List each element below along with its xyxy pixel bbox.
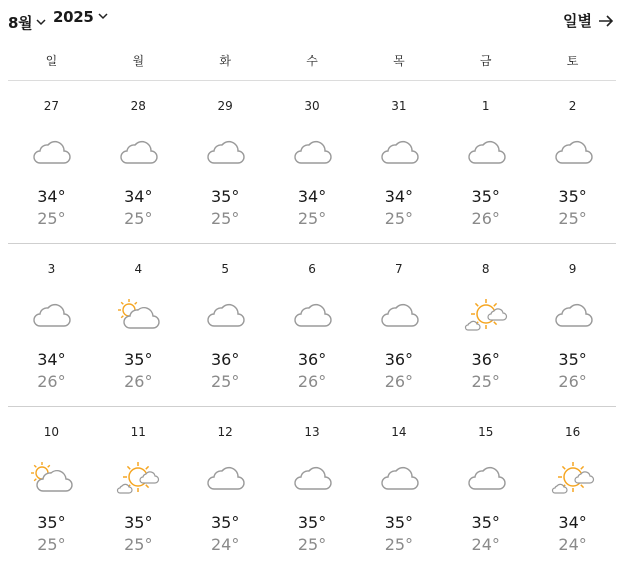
week-row — [8, 407, 616, 569]
cloud-icon — [287, 294, 337, 334]
chevron-down-icon — [36, 17, 46, 27]
day-cell[interactable] — [355, 244, 442, 406]
high-temperature: 35° — [297, 513, 327, 532]
high-temperature: 34° — [37, 187, 66, 206]
low-temperature: 26° — [471, 209, 500, 228]
weekday-mon: 월 — [132, 54, 145, 68]
weekday-thu: 목 — [393, 54, 405, 68]
weekday-sat: 토 — [566, 54, 579, 68]
day-date: 10 — [43, 425, 60, 439]
high-temperature: 34° — [384, 187, 414, 206]
low-temperature: 26° — [558, 372, 587, 391]
low-temperature: 25° — [297, 209, 327, 228]
low-temperature: 24° — [471, 535, 500, 554]
calendar-header — [0, 0, 626, 40]
day-date: 12 — [217, 425, 233, 439]
high-temperature: 35° — [471, 513, 500, 532]
day-date: 13 — [304, 425, 320, 439]
day-cell[interactable] — [8, 81, 95, 243]
cloud-icon — [26, 131, 76, 171]
day-cell[interactable] — [442, 407, 529, 569]
weekday-sun: 일 — [45, 54, 58, 68]
low-temperature: 25° — [210, 372, 240, 391]
low-temperature: 26° — [297, 372, 327, 391]
low-temperature: 25° — [124, 535, 153, 554]
high-temperature: 35° — [384, 513, 414, 532]
low-temperature: 25° — [124, 209, 153, 228]
day-cell[interactable] — [529, 407, 616, 569]
high-temperature: 36° — [384, 350, 414, 369]
sun-behind-cloud-icon — [26, 457, 76, 497]
cloud-icon — [461, 131, 511, 171]
high-temperature: 36° — [471, 350, 500, 369]
low-temperature: 24° — [558, 535, 587, 554]
high-temperature: 35° — [124, 350, 153, 369]
cloud-icon — [200, 294, 250, 334]
day-date: 2 — [568, 99, 577, 113]
high-temperature: 35° — [124, 513, 153, 532]
high-temperature: 35° — [558, 350, 587, 369]
day-cell[interactable] — [182, 407, 269, 569]
low-temperature: 26° — [384, 372, 414, 391]
low-temperature: 24° — [210, 535, 240, 554]
high-temperature: 36° — [210, 350, 240, 369]
high-temperature: 36° — [297, 350, 327, 369]
day-date: 29 — [217, 99, 233, 113]
cloud-icon — [374, 294, 424, 334]
low-temperature: 25° — [297, 535, 327, 554]
low-temperature: 25° — [384, 535, 414, 554]
day-date: 14 — [391, 425, 407, 439]
low-temperature: 25° — [210, 209, 240, 228]
day-cell[interactable] — [95, 407, 182, 569]
high-temperature: 35° — [558, 187, 587, 206]
low-temperature: 25° — [384, 209, 414, 228]
high-temperature: 34° — [124, 187, 153, 206]
cloud-icon — [113, 131, 163, 171]
day-date: 3 — [47, 262, 56, 276]
cloud-icon — [374, 131, 424, 171]
day-cell[interactable] — [269, 244, 356, 406]
day-cell[interactable] — [8, 244, 95, 406]
daily-view-label: 일별 — [563, 12, 592, 30]
week-row — [8, 244, 616, 407]
chevron-down-icon — [98, 11, 108, 21]
day-date: 5 — [221, 262, 229, 276]
day-cell[interactable] — [182, 244, 269, 406]
day-cell[interactable] — [529, 244, 616, 406]
day-date: 11 — [130, 425, 146, 439]
day-cell[interactable] — [355, 81, 442, 243]
day-date: 9 — [568, 262, 577, 276]
cloud-icon — [548, 294, 598, 334]
day-cell[interactable] — [269, 407, 356, 569]
day-date: 6 — [308, 262, 316, 276]
day-date: 16 — [564, 425, 581, 439]
day-date: 31 — [391, 99, 407, 113]
sun-with-small-clouds-icon — [461, 294, 511, 334]
high-temperature: 34° — [297, 187, 327, 206]
day-date: 7 — [395, 262, 403, 276]
arrow-right-icon — [598, 14, 614, 28]
weekday-fri: 금 — [479, 54, 492, 68]
high-temperature: 34° — [37, 350, 66, 369]
day-cell[interactable] — [95, 81, 182, 243]
day-cell[interactable] — [269, 81, 356, 243]
cloud-icon — [287, 131, 337, 171]
cloud-icon — [374, 457, 424, 497]
high-temperature: 35° — [210, 513, 240, 532]
low-temperature: 25° — [471, 372, 500, 391]
cloud-icon — [26, 294, 76, 334]
high-temperature: 35° — [37, 513, 66, 532]
sun-with-small-clouds-icon — [548, 457, 598, 497]
cloud-icon — [200, 457, 250, 497]
low-temperature: 26° — [124, 372, 153, 391]
day-date: 28 — [130, 99, 146, 113]
day-cell[interactable] — [8, 407, 95, 569]
day-date: 4 — [134, 262, 143, 276]
day-cell[interactable] — [95, 244, 182, 406]
high-temperature: 35° — [210, 187, 240, 206]
day-date: 30 — [304, 99, 320, 113]
day-date: 1 — [481, 99, 490, 113]
year-selector[interactable] — [53, 8, 108, 26]
month-selector[interactable] — [8, 12, 46, 33]
daily-view-button[interactable] — [563, 10, 614, 31]
day-date: 15 — [478, 425, 494, 439]
day-cell[interactable] — [442, 244, 529, 406]
day-cell[interactable] — [182, 81, 269, 243]
day-cell[interactable] — [355, 407, 442, 569]
sun-behind-cloud-icon — [113, 294, 163, 334]
weekday-wed: 수 — [306, 54, 318, 68]
cloud-icon — [548, 131, 598, 171]
low-temperature: 25° — [558, 209, 587, 228]
cloud-icon — [287, 457, 337, 497]
weekday-tue: 화 — [219, 54, 231, 68]
day-cell[interactable] — [529, 81, 616, 243]
high-temperature: 35° — [471, 187, 500, 206]
day-date: 27 — [43, 99, 60, 113]
low-temperature: 25° — [37, 209, 66, 228]
cloud-icon — [461, 457, 511, 497]
cloud-icon — [200, 131, 250, 171]
month-label: 8월 — [8, 14, 33, 32]
week-row — [8, 81, 616, 244]
low-temperature: 25° — [37, 535, 66, 554]
year-label: 2025 — [53, 8, 94, 26]
high-temperature: 34° — [558, 513, 587, 532]
low-temperature: 26° — [37, 372, 66, 391]
weekday-header-row — [8, 44, 616, 81]
sun-with-small-clouds-icon — [113, 457, 163, 497]
day-date: 8 — [481, 262, 490, 276]
day-cell[interactable] — [442, 81, 529, 243]
